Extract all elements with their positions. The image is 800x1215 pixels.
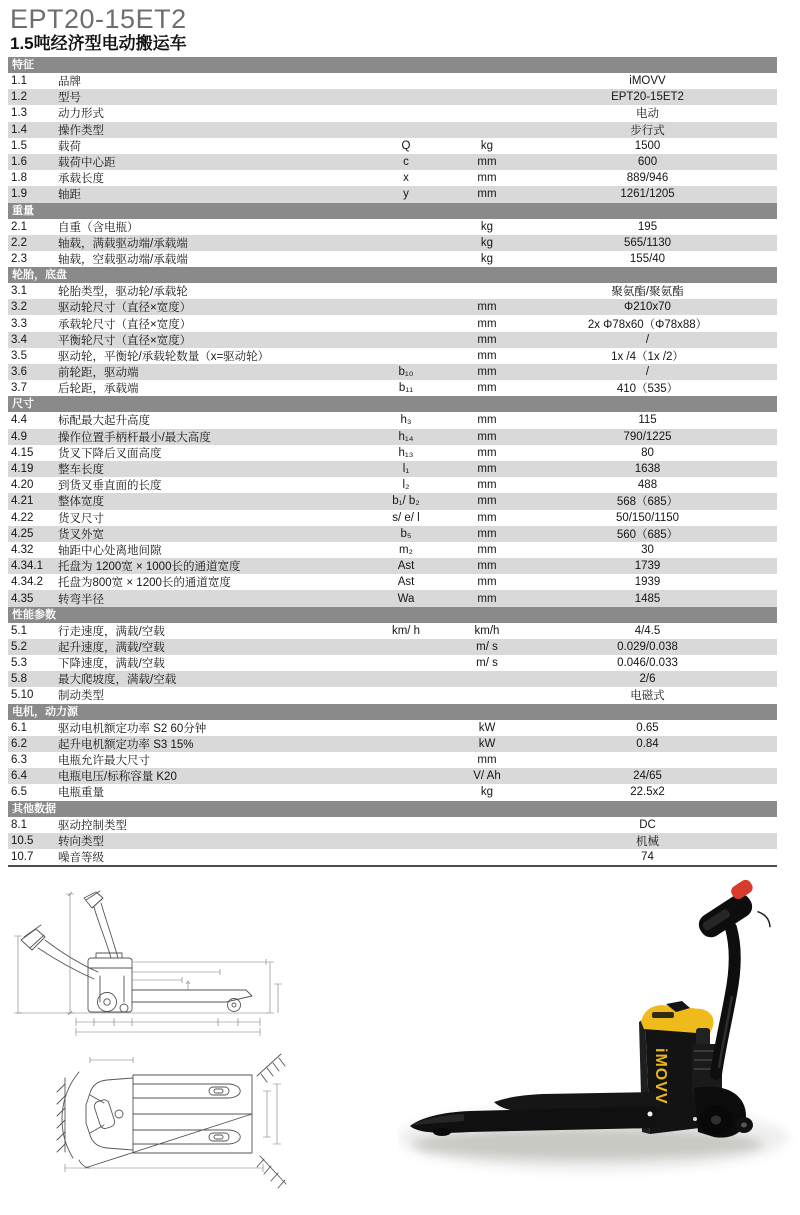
cell-no: 3.1 (11, 285, 27, 298)
cell-val: Φ210x70 (624, 301, 671, 314)
cell-sym: km/ h (391, 624, 421, 637)
cell-val: EPT20-15ET2 (611, 91, 684, 104)
screw-dot (693, 1117, 697, 1121)
cell-desc: 托盘为 1200宽 × 1000长的通道宽度 (58, 561, 241, 574)
cell-desc: 托盘为800宽 × 1200长的通道宽度 (58, 577, 231, 590)
cell-val: 565/1130 (623, 236, 672, 249)
cell-val: / (645, 366, 650, 379)
cell-no: 1.6 (11, 156, 27, 169)
cell-val: 80 (641, 446, 654, 459)
cell-val: 1x /4（1x /2） (611, 350, 684, 363)
cell-no: 3.6 (11, 366, 27, 379)
spec-row (8, 736, 777, 752)
cell-val: 1500 (634, 139, 661, 152)
cell-desc: 货叉尺寸 (58, 512, 104, 525)
cell-val: 0.029/0.038 (617, 640, 678, 653)
cell-sym: h₁₃ (398, 446, 414, 459)
truck-side-outline (21, 891, 252, 1012)
cell-sym: l₂ (402, 479, 410, 492)
cell-desc: 到货叉垂直面的长度 (58, 480, 162, 493)
cell-no: 5.8 (11, 673, 27, 686)
cell-unit: mm (477, 560, 497, 573)
cell-val: 电磁式 (630, 690, 665, 703)
cell-desc: 整体宽度 (58, 496, 104, 509)
cell-val: iMOVV (629, 75, 666, 88)
cell-desc: 承载长度 (58, 173, 104, 186)
cell-desc: 操作位置手柄杆最小/最大高度 (58, 431, 211, 444)
spec-row (8, 623, 777, 639)
cell-sym: s/ e/ l (392, 511, 420, 524)
cell-no: 4.22 (11, 511, 34, 524)
dimension-lines (65, 1057, 281, 1172)
spec-row (8, 558, 777, 574)
cell-val: 1485 (634, 592, 661, 605)
cell-unit: km/h (474, 624, 500, 637)
cell-no: 10.5 (11, 834, 34, 847)
cell-val: 电动 (636, 108, 659, 121)
figure-side-view (14, 886, 334, 1048)
cell-unit: mm (477, 576, 497, 589)
cell-desc: 驱动轮，平衡轮/承载轮数量（x=驱动轮） (58, 350, 270, 363)
cell-sym: l₁ (402, 463, 410, 476)
cell-val: 568（685） (616, 496, 679, 509)
cell-sym: b₁₁ (398, 382, 414, 395)
section-header: 性能参数 (8, 607, 777, 623)
cell-desc: 起升速度，满载/空载 (58, 641, 165, 654)
cell-sym: Ast (397, 560, 415, 573)
cell-no: 3.2 (11, 301, 27, 314)
spec-row (8, 154, 777, 170)
cell-desc: 轴载，满载驱动端/承载端 (58, 237, 188, 250)
cell-no: 4.25 (11, 527, 34, 540)
cell-unit: m/ s (476, 640, 498, 653)
spec-row (8, 170, 777, 186)
cell-val: / (645, 333, 650, 346)
cell-desc: 操作类型 (58, 124, 104, 137)
cell-val: 115 (638, 414, 657, 427)
cell-desc: 轴载，空载驱动端/承载端 (58, 253, 188, 266)
cell-unit: kW (478, 721, 496, 734)
cell-sym: m₂ (398, 543, 414, 556)
cell-no: 1.9 (11, 188, 27, 201)
cell-val: 步行式 (630, 124, 665, 137)
spec-row (8, 526, 777, 542)
cell-no: 6.3 (11, 754, 27, 767)
cell-val: 1638 (634, 463, 661, 476)
top-view-drawing-icon (45, 1048, 295, 1198)
cell-no: 6.5 (11, 786, 27, 799)
cell-no: 2.1 (11, 220, 27, 233)
cell-no: 4.20 (11, 479, 34, 492)
cell-no: 1.3 (11, 107, 27, 120)
cell-unit: mm (477, 479, 497, 492)
cell-no: 2.3 (11, 252, 27, 265)
spec-row (8, 412, 777, 428)
cell-unit: mm (477, 349, 497, 362)
cell-no: 6.2 (11, 737, 27, 750)
spec-row (8, 73, 777, 89)
cell-unit: kg (480, 252, 494, 265)
cell-no: 1.8 (11, 172, 27, 185)
section-header: 尺寸 (8, 396, 777, 412)
cell-val: 600 (637, 156, 658, 169)
cell-no: 3.7 (11, 382, 27, 395)
cell-val: 24/65 (633, 770, 662, 783)
cell-unit: kW (478, 737, 496, 750)
cell-no: 4.9 (11, 430, 27, 443)
cell-no: 4.19 (11, 463, 34, 476)
spec-row (8, 639, 777, 655)
cell-val: 22.5x2 (630, 786, 665, 799)
cell-unit: mm (477, 301, 497, 314)
cell-val: 聚氨酯/聚氨酯 (611, 286, 684, 299)
cell-desc: 最大爬坡度，满载/空载 (58, 674, 177, 687)
section-header: 其他数据 (8, 801, 777, 817)
cell-val: 195 (637, 220, 658, 233)
cell-sym: Ast (397, 576, 415, 589)
page-subtitle: 1.5吨经济型电动搬运车 (10, 34, 187, 53)
cell-desc: 载荷 (58, 140, 81, 153)
cell-desc: 轮胎类型，驱动轮/承载轮 (58, 286, 188, 299)
cell-val: 机械 (636, 835, 659, 848)
cell-unit: mm (477, 430, 497, 443)
spec-row (8, 89, 777, 105)
cell-desc: 货叉外宽 (58, 528, 104, 541)
cell-desc: 制动类型 (58, 690, 104, 703)
section-header: 特征 (8, 57, 777, 73)
cell-desc: 平衡轮尺寸（直径×宽度） (58, 334, 192, 347)
cell-unit: V/ Ah (473, 770, 501, 783)
section-header: 重量 (8, 203, 777, 219)
spec-row (8, 752, 777, 768)
cell-no: 6.4 (11, 770, 27, 783)
spec-row (8, 348, 777, 364)
spec-row (8, 122, 777, 138)
cell-val: DC (639, 818, 656, 831)
cell-unit: mm (477, 446, 497, 459)
cell-no: 5.1 (11, 624, 27, 637)
cell-desc: 行走速度，满载/空载 (58, 625, 165, 638)
cell-val: 74 (641, 850, 654, 863)
cell-sym: Q (401, 139, 411, 152)
figure-product-photo (398, 876, 798, 1188)
spec-table (8, 57, 777, 867)
side-view-drawing-icon (14, 886, 334, 1048)
cell-sym: b₁₀ (398, 366, 414, 379)
spec-row (8, 720, 777, 736)
cell-val: 30 (641, 543, 654, 556)
cell-desc: 噪音等级 (58, 851, 104, 864)
spec-row (8, 655, 777, 671)
cell-desc: 转向类型 (58, 835, 104, 848)
cover-vent (652, 1012, 674, 1018)
fork-wheel (433, 1128, 451, 1136)
page-title: EPT20-15ET2 (10, 4, 187, 34)
spec-row (8, 380, 777, 396)
cell-no: 4.4 (11, 414, 27, 427)
cell-val: 1261/1205 (620, 188, 675, 201)
cell-val: 410（535） (616, 383, 679, 396)
cell-val: 0.65 (636, 721, 659, 734)
spec-row (8, 671, 777, 687)
spec-row (8, 461, 777, 477)
cell-sym: x (403, 172, 409, 185)
cell-desc: 驱动电机额定功率 S2 60分钟 (58, 722, 207, 735)
cell-desc: 载荷中心距 (58, 157, 116, 170)
cell-sym: b₁/ b₂ (392, 495, 420, 508)
cell-unit: m/ s (476, 657, 498, 670)
figure-top-view (45, 1048, 295, 1198)
cell-unit: kg (480, 236, 494, 249)
cell-unit: mm (477, 511, 497, 524)
cell-val: 1739 (634, 560, 661, 573)
spec-row (8, 364, 777, 380)
cell-no: 1.2 (11, 91, 27, 104)
cell-sym: y (403, 188, 409, 201)
spec-row (8, 833, 777, 849)
cell-no: 3.4 (11, 333, 27, 346)
cell-unit: mm (477, 382, 497, 395)
cell-unit: mm (477, 543, 497, 556)
spec-row (8, 590, 777, 606)
spec-row (8, 510, 777, 526)
cell-unit: mm (477, 754, 497, 767)
cell-unit: mm (477, 172, 497, 185)
cell-no: 5.10 (11, 689, 34, 702)
spec-row (8, 445, 777, 461)
cell-no: 1.4 (11, 123, 27, 136)
cell-unit: kg (480, 139, 494, 152)
cell-val: 1939 (634, 576, 661, 589)
cell-desc: 轴距 (58, 189, 81, 202)
cell-sym: b₅ (400, 527, 412, 540)
spec-row (8, 784, 777, 800)
cell-val: 2/6 (639, 673, 656, 686)
cell-val: 560（685） (616, 528, 679, 541)
spec-row (8, 283, 777, 299)
cell-no: 10.7 (11, 850, 34, 863)
spec-row (8, 219, 777, 235)
spec-row (8, 477, 777, 493)
cell-no: 6.1 (11, 721, 27, 734)
cell-no: 4.34.2 (11, 576, 43, 589)
cell-sym: c (403, 156, 409, 169)
cell-val: 50/150/1150 (615, 511, 680, 524)
cell-no: 4.34.1 (11, 560, 43, 573)
cell-unit: mm (477, 414, 497, 427)
cell-no: 5.3 (11, 657, 27, 670)
cell-desc: 货叉下降后叉面高度 (58, 447, 162, 460)
cell-unit: mm (477, 495, 497, 508)
cell-no: 1.5 (11, 139, 27, 152)
cell-unit: kg (480, 786, 494, 799)
screw-dot (648, 1112, 653, 1117)
cell-desc: 自重（含电瓶） (58, 221, 139, 234)
cell-desc: 型号 (58, 92, 81, 105)
cell-desc: 品牌 (58, 76, 81, 89)
cell-no: 1.1 (11, 75, 27, 88)
cell-desc: 承载轮尺寸（直径×宽度） (58, 318, 192, 331)
cell-no: 2.2 (11, 236, 27, 249)
cell-val: 0.84 (636, 737, 659, 750)
spec-row (8, 299, 777, 315)
spec-row (8, 493, 777, 509)
spec-row (8, 186, 777, 202)
cell-unit: mm (477, 317, 497, 330)
dimension-lines (14, 892, 282, 1036)
cell-unit: mm (477, 463, 497, 476)
cell-unit: mm (477, 156, 497, 169)
cell-unit: mm (477, 333, 497, 346)
section-header: 电机，动力源 (8, 704, 777, 720)
cell-no: 3.5 (11, 349, 27, 362)
section-header: 轮胎，底盘 (8, 267, 777, 283)
cell-no: 8.1 (11, 818, 27, 831)
wheel-hub (711, 1116, 721, 1125)
spec-row (8, 574, 777, 590)
caster-hub (741, 1123, 747, 1128)
cell-desc: 驱动轮尺寸（直径×宽度） (58, 302, 192, 315)
spec-row (8, 429, 777, 445)
cell-val: 488 (637, 479, 658, 492)
cell-val: 790/1225 (623, 430, 672, 443)
spec-row (8, 687, 777, 703)
masthead (10, 4, 187, 54)
spec-row (8, 251, 777, 267)
cell-no: 5.2 (11, 640, 27, 653)
spec-row (8, 542, 777, 558)
cell-unit: mm (477, 366, 497, 379)
cell-no: 4.15 (11, 446, 34, 459)
cell-desc: 电瓶电压/标称容量 K20 (58, 771, 177, 784)
cell-val: 155/40 (629, 252, 666, 265)
cell-desc: 电瓶允许最大尺寸 (58, 755, 150, 768)
cell-no: 3.3 (11, 317, 27, 330)
cell-sym: h₁₄ (398, 430, 414, 443)
cell-desc: 转弯半径 (58, 593, 104, 606)
cell-val: 889/946 (626, 172, 669, 185)
spec-row (8, 768, 777, 784)
imovv-logo: iMOVV (652, 1048, 669, 1105)
spec-row (8, 332, 777, 348)
cell-desc: 下降速度，满载/空载 (58, 658, 165, 671)
cell-val: 2x Φ78x60（Φ78x88） (587, 318, 708, 331)
spec-row (8, 817, 777, 833)
cell-sym: h₃ (400, 414, 412, 427)
cell-val: 0.046/0.033 (617, 657, 678, 670)
cell-val: 4/4.5 (634, 624, 661, 637)
cell-desc: 整车长度 (58, 464, 104, 477)
cell-no: 4.35 (11, 592, 34, 605)
cell-unit: mm (477, 592, 497, 605)
spec-row (8, 849, 777, 865)
spec-row (8, 315, 777, 331)
cell-no: 4.21 (11, 495, 34, 508)
cell-unit: mm (477, 527, 497, 540)
cell-unit: kg (480, 220, 494, 233)
spec-row (8, 105, 777, 121)
cell-desc: 轴距中心处离地间隙 (58, 544, 162, 557)
cell-desc: 标配最大起升高度 (58, 415, 150, 428)
cell-unit: mm (477, 188, 497, 201)
cell-desc: 前轮距，驱动端 (58, 367, 139, 380)
cell-desc: 电瓶重量 (58, 787, 104, 800)
spec-row (8, 235, 777, 251)
cell-no: 4.32 (11, 543, 34, 556)
cell-desc: 驱动控制类型 (58, 819, 127, 832)
cell-desc: 动力形式 (58, 108, 104, 121)
cell-sym: Wa (397, 592, 415, 605)
cell-desc: 起升电机额定功率 S3 15% (58, 738, 194, 751)
pallet-truck-photo (398, 876, 798, 1188)
spec-row (8, 138, 777, 154)
cell-desc: 后轮距，承载端 (58, 383, 139, 396)
